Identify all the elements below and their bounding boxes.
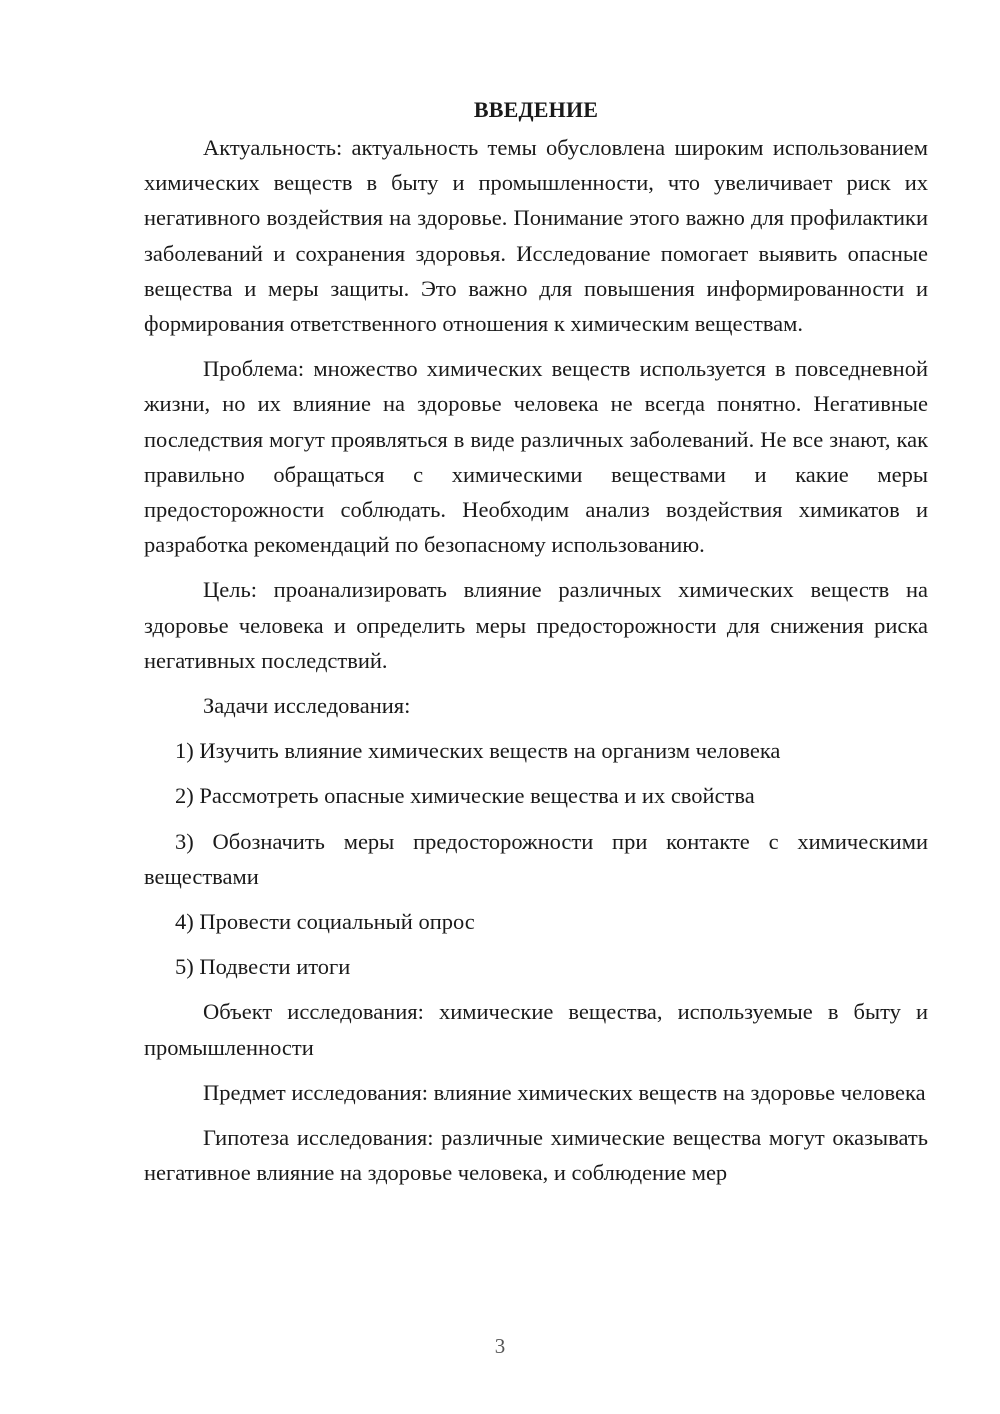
page-number: 3	[494, 1334, 506, 1358]
subject-paragraph: Предмет исследования: влияние химических веществ на здоровье человека	[203, 1079, 926, 1105]
task-item: 2) Рассмотреть опасные химические вещества и их свойства	[175, 783, 755, 809]
hypothesis-paragraph: Гипотеза исследования: различные химические вещества могут оказывать негативное влияние на здоровье человека, и соблюдение мер	[144, 1125, 928, 1186]
task-item: 5) Подвести итоги	[175, 954, 351, 980]
problem-paragraph: Проблема: множество химических веществ используется в повседневной жизни, но их влияние на здоровье человека не всегда понятно. Негативные последствия могут проявляться в виде различных заболеваний. Не все знают, как правильно обращаться с химическими веществами и какие меры предосторожности соблюдать. Необходим анализ воздействия химикатов и разработка рекомендаций по безопасному использованию.	[144, 356, 928, 558]
task-item: 3) Обозначить меры предосторожности при контакте с химическими веществами	[144, 828, 928, 889]
page-title: ВВЕДЕНИЕ	[473, 97, 599, 122]
relevance-paragraph: Актуальность: актуальность темы обусловлена широким использованием химических веществ в быту и промышленности, что увеличивает риск их негативного воздействия на здоровье. Понимание этого важно для профилактики заболеваний и сохранения здоровья. Исследование помогает выявить опасные вещества и меры защиты. Это важно для повышения информированности и формирования ответственного отношения к химическим веществам.	[144, 135, 928, 337]
tasks-heading: Задачи исследования:	[203, 693, 411, 719]
task-item: 1) Изучить влияние химических веществ на организм человека	[175, 738, 781, 764]
object-paragraph: Объект исследования: химические вещества, используемые в быту и промышленности	[144, 999, 928, 1060]
document-page	[144, 92, 928, 1200]
task-item: 4) Провести социальный опрос	[175, 909, 475, 935]
goal-paragraph: Цель: проанализировать влияние различных химических веществ на здоровье человека и определить меры предосторожности для снижения риска негативных последствий.	[144, 577, 928, 673]
